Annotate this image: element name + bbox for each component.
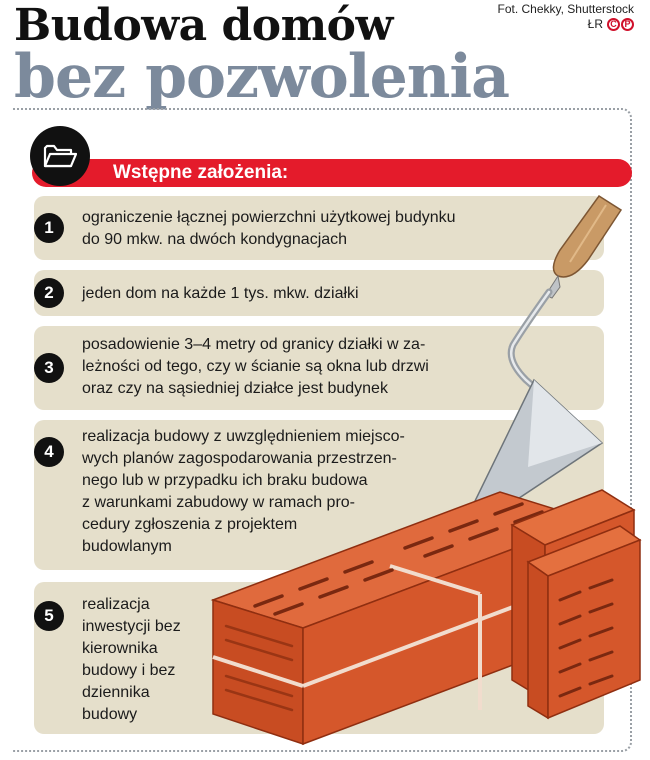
item-text-5: realizacja inwestycji bez kierownika budowy i bez dziennika budowy (82, 596, 181, 723)
item-number-4: 4 (34, 437, 64, 467)
title-line-1: Budowa domów (14, 0, 393, 51)
item-number-3: 3 (34, 353, 64, 383)
item-text-3: posadowienie 3–4 metry od granicy działki w za- leżności od tego, czy w ścianie są okna lub drzwi oraz czy na sąsiedniej działce jest budynek (82, 336, 429, 397)
item-number-1: 1 (34, 213, 64, 243)
logo-letter-p: P (621, 18, 634, 31)
item-number-5: 5 (34, 601, 64, 631)
logo-letter-c: C (607, 18, 620, 31)
item-text-2: jeden dom na każde 1 tys. mkw. działki (82, 285, 359, 302)
photo-credit: Fot. Chekky, Shutterstock (497, 2, 634, 16)
brick-upright-icon (512, 490, 640, 718)
item-text-4: realizacja budowy z uwzględnieniem miejsco- wych planów zagospodarowania przestrzen- nego lub w przypadku ich braku budowa z warunkami zabudowy w ramach pro- cedury zgłoszenia z projektem budowlanym (82, 428, 405, 555)
item-number-2: 2 (34, 278, 64, 308)
section-heading: Wstępne założenia: (113, 162, 289, 183)
title-line-2: bez pozwolenia (14, 42, 510, 112)
trowel-icon (456, 196, 621, 540)
author-initials: ŁR (587, 17, 603, 31)
item-text-1: ograniczenie łącznej powierzchni użytkowej budynku do 90 mkw. na dwóch kondygnacjach (82, 209, 456, 248)
